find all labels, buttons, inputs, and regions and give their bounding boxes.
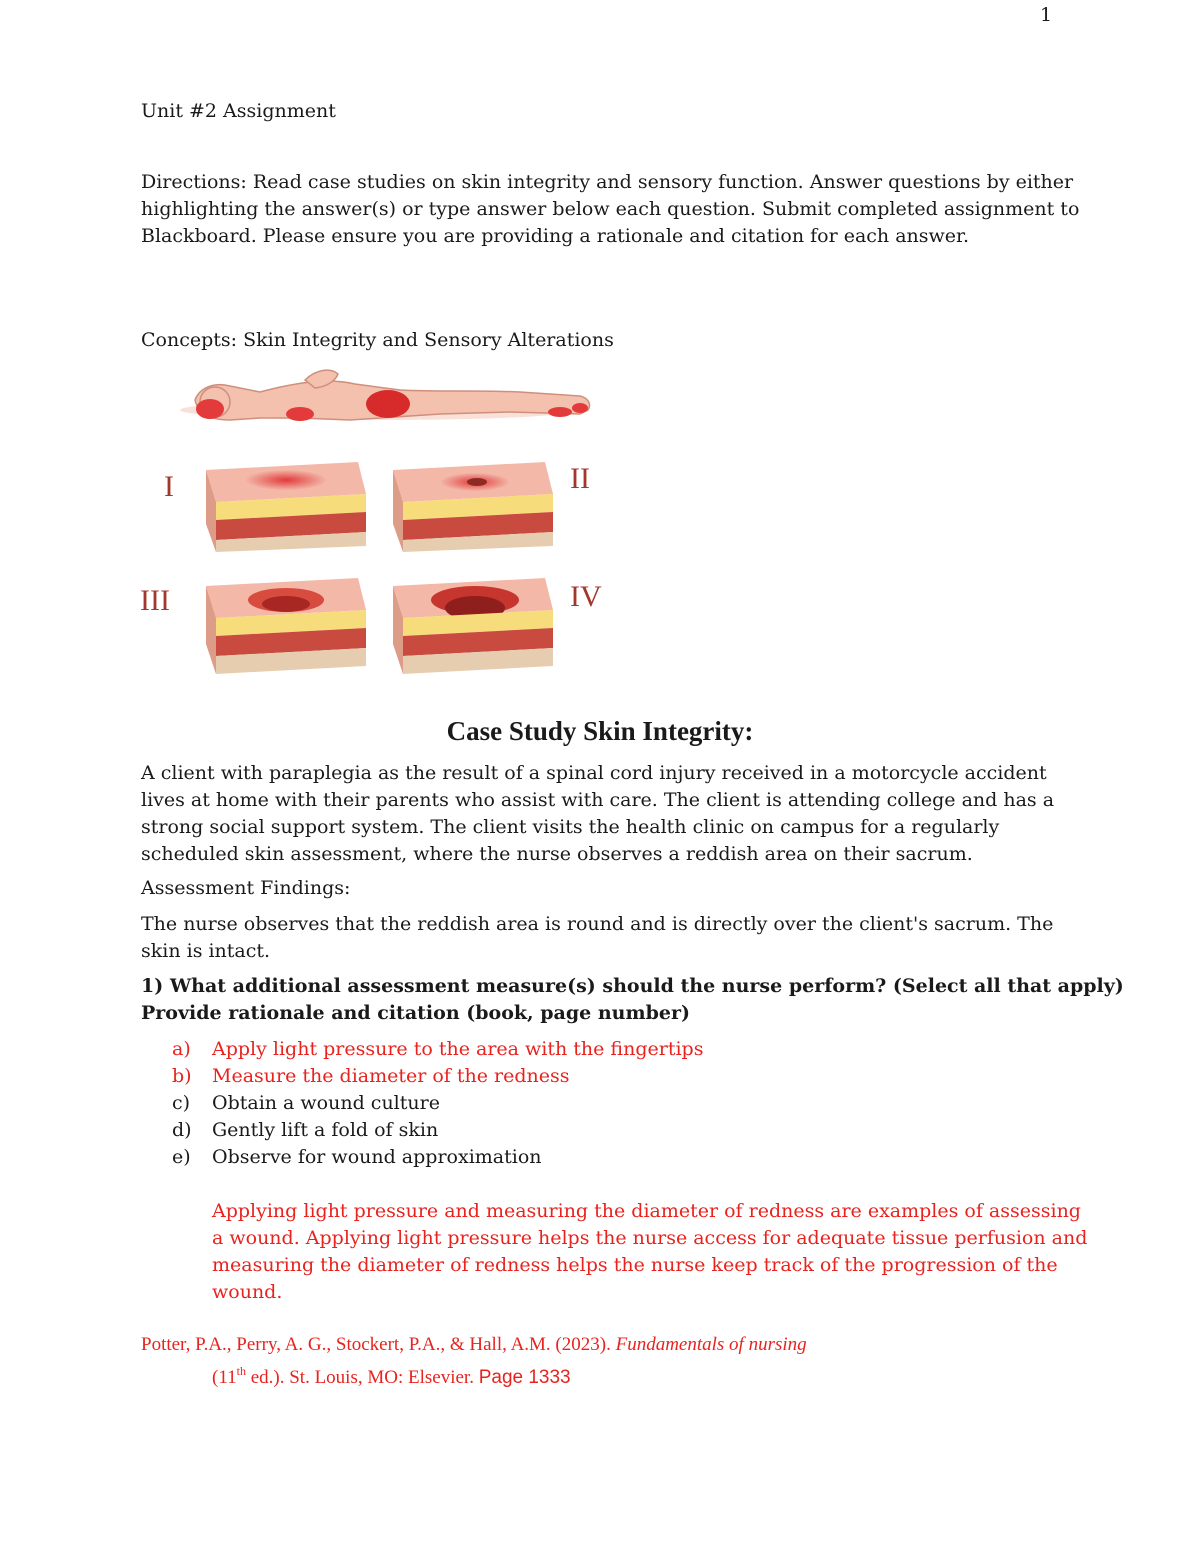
directions-line-2: highlighting the answer(s) or type answer below each question. Submit completed assignment to xyxy=(141,198,1080,220)
citation-line-1 xyxy=(141,1331,807,1358)
rationale-line-2: a wound. Applying light pressure helps the nurse access for adequate tissue perfusion and xyxy=(212,1227,1088,1249)
stage-label-1: I xyxy=(164,470,174,503)
body-illustration xyxy=(180,370,590,421)
assessment-line-1: The nurse observes that the reddish area is round and is directly over the client's sacrum. The xyxy=(141,913,1054,935)
citation-line-2: (11th ed.). St. Louis, MO: Elsevier. Page 1333 xyxy=(212,1364,571,1388)
option-d[interactable]: d) Gently lift a fold of skin xyxy=(172,1119,439,1141)
question-line-1: 1) What additional assessment measure(s) should the nurse perform? (Select all that apply) xyxy=(141,975,1124,997)
page-number: 1 xyxy=(1040,4,1053,26)
directions-line-1: Directions: Read case studies on skin integrity and sensory function. Answer questions by either xyxy=(141,171,1074,193)
rationale-line-1: Applying light pressure and measuring the diameter of redness are examples of assessing xyxy=(212,1200,1081,1222)
case-paragraph-line-1: A client with paraplegia as the result of a spinal cord injury received in a motorcycle accident xyxy=(141,762,1047,784)
stage-4-tissue-block xyxy=(393,578,553,674)
stage-1-tissue-block xyxy=(206,462,366,552)
option-a[interactable]: a) Apply light pressure to the area with the fingertips xyxy=(172,1038,704,1060)
directions-line-3: Blackboard. Please ensure you are providing a rationale and citation for each answer. xyxy=(141,225,970,247)
case-paragraph-line-4: scheduled skin assessment, where the nurse observes a reddish area on their sacrum. xyxy=(141,843,973,865)
case-paragraph-line-3: strong social support system. The client visits the health clinic on campus for a regularly xyxy=(141,816,1000,838)
option-e[interactable]: e) Observe for wound approximation xyxy=(172,1146,542,1168)
stage-label-4: IV xyxy=(570,580,602,613)
stage-label-2: II xyxy=(570,462,590,495)
assessment-line-2: skin is intact. xyxy=(141,940,271,962)
citation-page: Page 1333 xyxy=(478,1367,571,1388)
pressure-ulcer-figure xyxy=(140,362,620,680)
stage-2-tissue-block xyxy=(393,462,553,552)
option-b[interactable]: b) Measure the diameter of the redness xyxy=(172,1065,570,1087)
question-line-2: Provide rationale and citation (book, page number) xyxy=(141,1002,690,1024)
case-study-heading: Case Study Skin Integrity: xyxy=(446,716,754,746)
assessment-label: Assessment Findings: xyxy=(141,877,351,899)
stage-3-tissue-block xyxy=(206,578,366,674)
assignment-title: Unit #2 Assignment xyxy=(141,100,336,122)
stage-label-3: III xyxy=(140,584,170,617)
citation-book-title: Fundamentals of nursing xyxy=(615,1334,807,1355)
rationale-line-4: wound. xyxy=(212,1281,283,1303)
concepts-line: Concepts: Skin Integrity and Sensory Alterations xyxy=(141,329,614,351)
citation-authors: Potter, P.A., Perry, A. G., Stockert, P.A., & Hall, A.M. (2023). xyxy=(141,1334,616,1355)
option-c[interactable]: c) Obtain a wound culture xyxy=(172,1092,440,1114)
rationale-line-3: measuring the diameter of redness helps the nurse keep track of the progression of the xyxy=(212,1254,1058,1276)
case-paragraph-line-2: lives at home with their parents who assist with care. The client is attending college and has a xyxy=(141,789,1055,811)
